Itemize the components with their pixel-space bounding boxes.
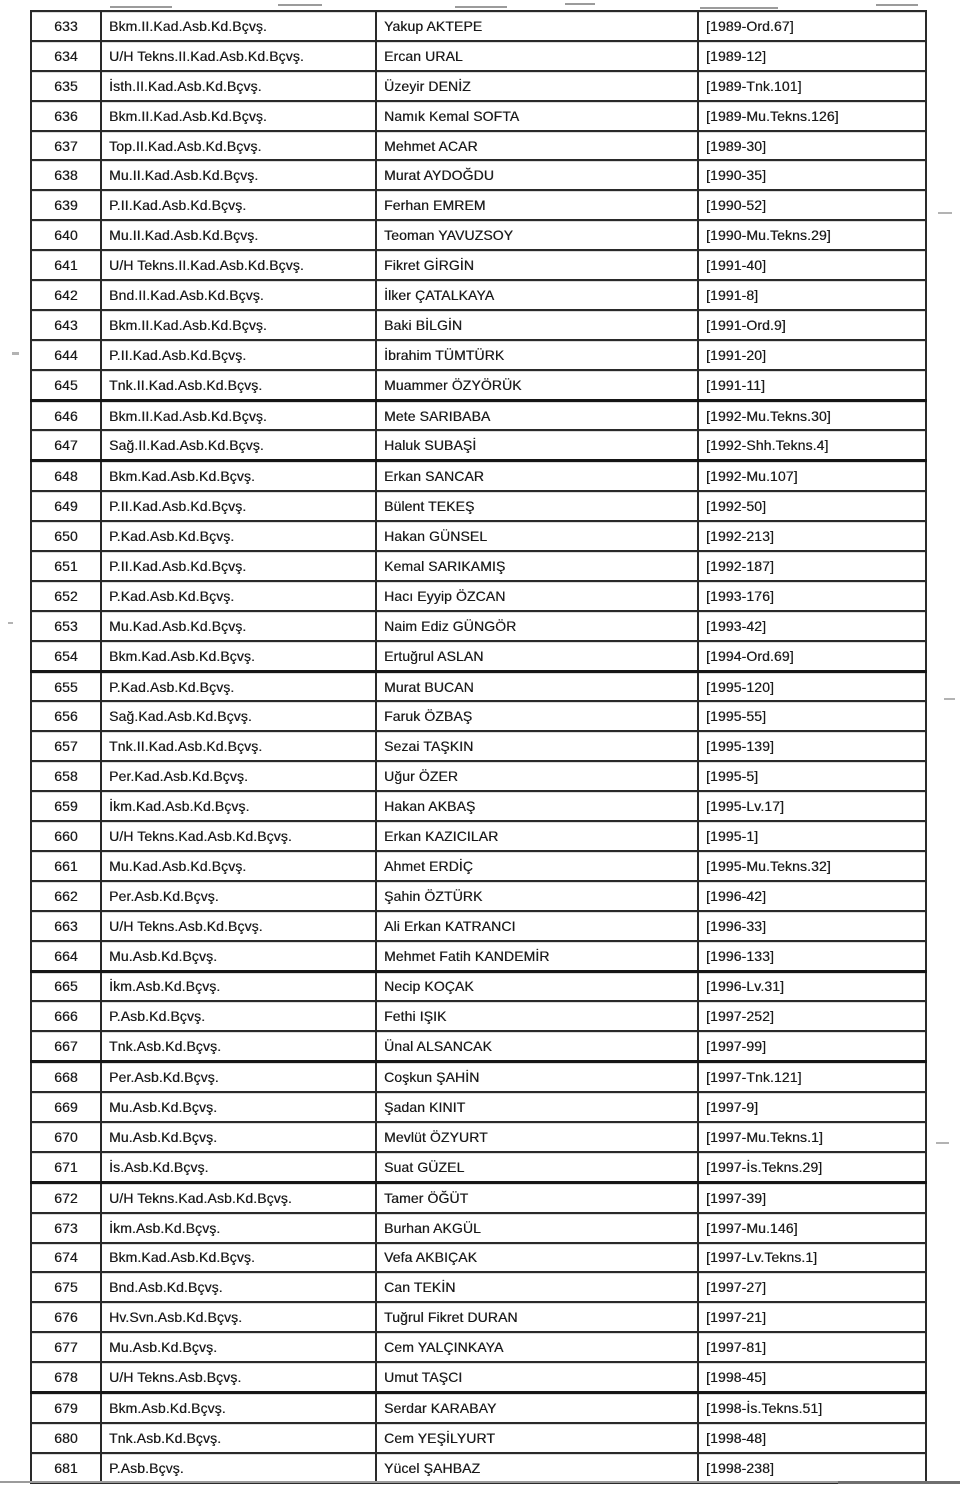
rank-cell: Bkm.II.Kad.Asb.Kd.Bçvş. — [101, 310, 376, 340]
row-number-cell: 654 — [31, 641, 101, 671]
scan-artifact — [876, 4, 918, 6]
year-class-cell: [1992-187] — [698, 551, 926, 581]
rank-cell: Bnd.Asb.Kd.Bçvş. — [101, 1272, 376, 1302]
year-class-cell: [1990-Mu.Tekns.29] — [698, 220, 926, 250]
name-cell: Tamer ÖĞÜT — [376, 1182, 698, 1212]
year-class-cell: [1992-50] — [698, 491, 926, 521]
row-number-cell: 679 — [31, 1392, 101, 1422]
table-row — [31, 701, 926, 731]
row-number-cell: 680 — [31, 1423, 101, 1453]
year-class-cell: [1989-Tnk.101] — [698, 71, 926, 101]
scan-artifact — [455, 6, 507, 8]
rank-cell: Tnk.II.Kad.Asb.Kd.Bçvş. — [101, 731, 376, 761]
row-number-cell: 640 — [31, 220, 101, 250]
row-number-cell: 634 — [31, 41, 101, 71]
row-number-cell: 656 — [31, 701, 101, 731]
rank-cell: Bkm.Kad.Asb.Kd.Bçvş. — [101, 1243, 376, 1273]
name-cell: İlker ÇATALKAYA — [376, 280, 698, 310]
name-cell: Yakup AKTEPE — [376, 11, 698, 41]
rank-cell: Tnk.II.Kad.Asb.Kd.Bçvş. — [101, 370, 376, 400]
row-number-cell: 653 — [31, 611, 101, 641]
rank-cell: U/H Tekns.Asb.Bçvş. — [101, 1362, 376, 1392]
year-class-cell: [1992-Mu.107] — [698, 461, 926, 491]
rank-cell: U/H Tekns.Kad.Asb.Kd.Bçvş. — [101, 1182, 376, 1212]
name-cell: Coşkun ŞAHİN — [376, 1062, 698, 1092]
rank-cell: P.Kad.Asb.Kd.Bçvş. — [101, 521, 376, 551]
row-number-cell: 672 — [31, 1182, 101, 1212]
rank-cell: U/H Tekns.Asb.Kd.Bçvş. — [101, 911, 376, 941]
year-class-cell: [1991-Ord.9] — [698, 310, 926, 340]
personnel-table — [30, 10, 927, 1484]
rank-cell: Bnd.II.Kad.Asb.Kd.Bçvş. — [101, 280, 376, 310]
name-cell: Hacı Eyyip ÖZCAN — [376, 581, 698, 611]
row-number-cell: 651 — [31, 551, 101, 581]
table-row — [31, 851, 926, 881]
name-cell: Şahin ÖZTÜRK — [376, 881, 698, 911]
name-cell: Ertuğrul ASLAN — [376, 641, 698, 671]
name-cell: Mevlüt ÖZYURT — [376, 1122, 698, 1152]
row-number-cell: 659 — [31, 791, 101, 821]
name-cell: Üzeyir DENİZ — [376, 71, 698, 101]
rank-cell: İkm.Kad.Asb.Kd.Bçvş. — [101, 791, 376, 821]
name-cell: Haluk SUBAŞİ — [376, 430, 698, 460]
name-cell: Sezai TAŞKIN — [376, 731, 698, 761]
row-number-cell: 663 — [31, 911, 101, 941]
year-class-cell: [1991-20] — [698, 340, 926, 370]
rank-cell: Per.Asb.Kd.Bçvş. — [101, 881, 376, 911]
row-number-cell: 675 — [31, 1272, 101, 1302]
rank-cell: U/H Tekns.II.Kad.Asb.Kd.Bçvş. — [101, 250, 376, 280]
name-cell: Cem YALÇINKAYA — [376, 1332, 698, 1362]
rank-cell: Per.Kad.Asb.Kd.Bçvş. — [101, 761, 376, 791]
year-class-cell: [1998-45] — [698, 1362, 926, 1392]
table-row — [31, 761, 926, 791]
row-number-cell: 648 — [31, 461, 101, 491]
name-cell: Ünal ALSANCAK — [376, 1031, 698, 1061]
name-cell: Suat GÜZEL — [376, 1152, 698, 1182]
rank-cell: İkm.Asb.Kd.Bçvş. — [101, 1213, 376, 1243]
row-number-cell: 662 — [31, 881, 101, 911]
name-cell: Necip KOÇAK — [376, 971, 698, 1001]
year-class-cell: [1989-30] — [698, 131, 926, 161]
row-number-cell: 669 — [31, 1092, 101, 1122]
name-cell: Ahmet ERDİÇ — [376, 851, 698, 881]
table-row — [31, 1062, 926, 1092]
rank-cell: Bkm.II.Kad.Asb.Kd.Bçvş. — [101, 400, 376, 430]
year-class-cell: [1997-39] — [698, 1182, 926, 1212]
year-class-cell: [1997-Mu.146] — [698, 1213, 926, 1243]
name-cell: Umut TAŞCI — [376, 1362, 698, 1392]
name-cell: Teoman YAVUZSOY — [376, 220, 698, 250]
table-row — [31, 280, 926, 310]
row-number-cell: 668 — [31, 1062, 101, 1092]
rank-cell: İs.Asb.Kd.Bçvş. — [101, 1152, 376, 1182]
table-row — [31, 671, 926, 701]
rank-cell: U/H Tekns.Kad.Asb.Kd.Bçvş. — [101, 821, 376, 851]
year-class-cell: [1989-Ord.67] — [698, 11, 926, 41]
rank-cell: Mu.Asb.Kd.Bçvş. — [101, 1122, 376, 1152]
scan-artifact — [700, 7, 778, 9]
table-row — [31, 461, 926, 491]
table-row — [31, 1392, 926, 1422]
row-number-cell: 655 — [31, 671, 101, 701]
table-row — [31, 941, 926, 971]
name-cell: Erkan KAZICILAR — [376, 821, 698, 851]
name-cell: Kemal SARIKAMIŞ — [376, 551, 698, 581]
row-number-cell: 658 — [31, 761, 101, 791]
year-class-cell: [1994-Ord.69] — [698, 641, 926, 671]
year-class-cell: [1997-9] — [698, 1092, 926, 1122]
rank-cell: P.Asb.Kd.Bçvş. — [101, 1001, 376, 1031]
name-cell: Vefa AKBIÇAK — [376, 1243, 698, 1273]
table-row — [31, 1302, 926, 1332]
rank-cell: Sağ.Kad.Asb.Kd.Bçvş. — [101, 701, 376, 731]
row-number-cell: 644 — [31, 340, 101, 370]
year-class-cell: [1992-Mu.Tekns.30] — [698, 400, 926, 430]
row-number-cell: 676 — [31, 1302, 101, 1332]
rank-cell: Mu.Asb.Kd.Bçvş. — [101, 941, 376, 971]
row-number-cell: 637 — [31, 131, 101, 161]
table-row — [31, 641, 926, 671]
year-class-cell: [1997-Mu.Tekns.1] — [698, 1122, 926, 1152]
year-class-cell: [1991-11] — [698, 370, 926, 400]
table-row — [31, 1182, 926, 1212]
table-row — [31, 1152, 926, 1182]
year-class-cell: [1998-48] — [698, 1423, 926, 1453]
table-row — [31, 1213, 926, 1243]
year-class-cell: [1996-42] — [698, 881, 926, 911]
rank-cell: Sağ.II.Kad.Asb.Kd.Bçvş. — [101, 430, 376, 460]
year-class-cell: [1995-5] — [698, 761, 926, 791]
rank-cell: İkm.Asb.Kd.Bçvş. — [101, 971, 376, 1001]
rank-cell: Tnk.Asb.Kd.Bçvş. — [101, 1031, 376, 1061]
personnel-table-body — [31, 11, 926, 1483]
name-cell: Ali Erkan KATRANCI — [376, 911, 698, 941]
name-cell: Mete SARIBABA — [376, 400, 698, 430]
rank-cell: P.II.Kad.Asb.Kd.Bçvş. — [101, 491, 376, 521]
year-class-cell: [1992-213] — [698, 521, 926, 551]
table-row — [31, 41, 926, 71]
table-row — [31, 1243, 926, 1273]
year-class-cell: [1997-81] — [698, 1332, 926, 1362]
year-class-cell: [1993-42] — [698, 611, 926, 641]
year-class-cell: [1997-Tnk.121] — [698, 1062, 926, 1092]
name-cell: Murat AYDOĞDU — [376, 160, 698, 190]
table-row — [31, 611, 926, 641]
name-cell: Baki BİLGİN — [376, 310, 698, 340]
year-class-cell: [1998-238] — [698, 1453, 926, 1483]
table-row — [31, 581, 926, 611]
name-cell: Burhan AKGÜL — [376, 1213, 698, 1243]
row-number-cell: 677 — [31, 1332, 101, 1362]
name-cell: Mehmet ACAR — [376, 131, 698, 161]
name-cell: Mehmet Fatih KANDEMİR — [376, 941, 698, 971]
row-number-cell: 647 — [31, 430, 101, 460]
rank-cell: Mu.II.Kad.Asb.Kd.Bçvş. — [101, 220, 376, 250]
year-class-cell: [1995-139] — [698, 731, 926, 761]
scan-artifact — [565, 3, 595, 5]
scan-artifact — [8, 622, 13, 624]
name-cell: Muammer ÖZYÖRÜK — [376, 370, 698, 400]
table-row — [31, 71, 926, 101]
rank-cell: Bkm.Kad.Asb.Kd.Bçvş. — [101, 461, 376, 491]
scan-artifact-bottom-line — [0, 1481, 960, 1483]
table-row — [31, 310, 926, 340]
table-row — [31, 101, 926, 131]
row-number-cell: 652 — [31, 581, 101, 611]
year-class-cell: [1997-21] — [698, 1302, 926, 1332]
rank-cell: Bkm.II.Kad.Asb.Kd.Bçvş. — [101, 101, 376, 131]
rank-cell: U/H Tekns.II.Kad.Asb.Kd.Bçvş. — [101, 41, 376, 71]
table-row — [31, 551, 926, 581]
row-number-cell: 639 — [31, 190, 101, 220]
table-row — [31, 220, 926, 250]
name-cell: İbrahim TÜMTÜRK — [376, 340, 698, 370]
table-row — [31, 881, 926, 911]
table-row — [31, 731, 926, 761]
year-class-cell: [1996-Lv.31] — [698, 971, 926, 1001]
year-class-cell: [1996-133] — [698, 941, 926, 971]
table-row — [31, 250, 926, 280]
name-cell: Erkan SANCAR — [376, 461, 698, 491]
year-class-cell: [1997-252] — [698, 1001, 926, 1031]
table-row — [31, 1092, 926, 1122]
row-number-cell: 642 — [31, 280, 101, 310]
table-row — [31, 340, 926, 370]
name-cell: Serdar KARABAY — [376, 1392, 698, 1422]
table-row — [31, 521, 926, 551]
row-number-cell: 674 — [31, 1243, 101, 1273]
scan-artifact-bottom-line-dark-segment — [838, 1481, 960, 1484]
rank-cell: İsth.II.Kad.Asb.Kd.Bçvş. — [101, 71, 376, 101]
year-class-cell: [1997-İs.Tekns.29] — [698, 1152, 926, 1182]
year-class-cell: [1997-Lv.Tekns.1] — [698, 1243, 926, 1273]
rank-cell: Bkm.Asb.Kd.Bçvş. — [101, 1392, 376, 1422]
year-class-cell: [1995-1] — [698, 821, 926, 851]
row-number-cell: 649 — [31, 491, 101, 521]
scan-artifact — [938, 212, 952, 214]
name-cell: Cem YEŞİLYURT — [376, 1423, 698, 1453]
row-number-cell: 636 — [31, 101, 101, 131]
name-cell: Yücel ŞAHBAZ — [376, 1453, 698, 1483]
row-number-cell: 678 — [31, 1362, 101, 1392]
table-row — [31, 1122, 926, 1152]
name-cell: Can TEKİN — [376, 1272, 698, 1302]
table-row — [31, 821, 926, 851]
row-number-cell: 664 — [31, 941, 101, 971]
rank-cell: Hv.Svn.Asb.Kd.Bçvş. — [101, 1302, 376, 1332]
table-row — [31, 370, 926, 400]
name-cell: Hakan AKBAŞ — [376, 791, 698, 821]
table-row — [31, 11, 926, 41]
row-number-cell: 646 — [31, 400, 101, 430]
year-class-cell: [1997-27] — [698, 1272, 926, 1302]
year-class-cell: [1993-176] — [698, 581, 926, 611]
name-cell: Murat BUCAN — [376, 671, 698, 701]
row-number-cell: 666 — [31, 1001, 101, 1031]
scan-artifact — [944, 698, 955, 700]
name-cell: Hakan GÜNSEL — [376, 521, 698, 551]
row-number-cell: 638 — [31, 160, 101, 190]
table-row — [31, 1001, 926, 1031]
year-class-cell: [1990-35] — [698, 160, 926, 190]
year-class-cell: [1997-99] — [698, 1031, 926, 1061]
year-class-cell: [1989-Mu.Tekns.126] — [698, 101, 926, 131]
row-number-cell: 657 — [31, 731, 101, 761]
rank-cell: Mu.II.Kad.Asb.Kd.Bçvş. — [101, 160, 376, 190]
rank-cell: Mu.Kad.Asb.Kd.Bçvş. — [101, 851, 376, 881]
name-cell: Naim Ediz GÜNGÖR — [376, 611, 698, 641]
rank-cell: P.II.Kad.Asb.Kd.Bçvş. — [101, 551, 376, 581]
rank-cell: P.II.Kad.Asb.Kd.Bçvş. — [101, 190, 376, 220]
year-class-cell: [1995-55] — [698, 701, 926, 731]
scan-artifact — [936, 1142, 949, 1144]
name-cell: Fikret GİRGİN — [376, 250, 698, 280]
rank-cell: Mu.Kad.Asb.Kd.Bçvş. — [101, 611, 376, 641]
table-row — [31, 1362, 926, 1392]
rank-cell: Mu.Asb.Kd.Bçvş. — [101, 1332, 376, 1362]
scan-artifact — [110, 6, 172, 8]
year-class-cell: [1996-33] — [698, 911, 926, 941]
row-number-cell: 645 — [31, 370, 101, 400]
rank-cell: Mu.Asb.Kd.Bçvş. — [101, 1092, 376, 1122]
rank-cell: Tnk.Asb.Kd.Bçvş. — [101, 1423, 376, 1453]
scan-artifact — [278, 4, 322, 6]
row-number-cell: 681 — [31, 1453, 101, 1483]
name-cell: Tuğrul Fikret DURAN — [376, 1302, 698, 1332]
table-row — [31, 400, 926, 430]
year-class-cell: [1995-Lv.17] — [698, 791, 926, 821]
year-class-cell: [1995-Mu.Tekns.32] — [698, 851, 926, 881]
table-row — [31, 430, 926, 460]
row-number-cell: 667 — [31, 1031, 101, 1061]
name-cell: Ferhan EMREM — [376, 190, 698, 220]
row-number-cell: 643 — [31, 310, 101, 340]
table-row — [31, 1332, 926, 1362]
name-cell: Faruk ÖZBAŞ — [376, 701, 698, 731]
table-row — [31, 1031, 926, 1061]
scan-artifact — [12, 352, 19, 355]
row-number-cell: 633 — [31, 11, 101, 41]
rank-cell: Top.II.Kad.Asb.Kd.Bçvş. — [101, 131, 376, 161]
table-row — [31, 160, 926, 190]
row-number-cell: 670 — [31, 1122, 101, 1152]
row-number-cell: 641 — [31, 250, 101, 280]
year-class-cell: [1990-52] — [698, 190, 926, 220]
name-cell: Bülent TEKEŞ — [376, 491, 698, 521]
year-class-cell: [1991-8] — [698, 280, 926, 310]
table-row — [31, 1453, 926, 1483]
year-class-cell: [1998-İs.Tekns.51] — [698, 1392, 926, 1422]
rank-cell: P.II.Kad.Asb.Kd.Bçvş. — [101, 340, 376, 370]
table-row — [31, 971, 926, 1001]
table-row — [31, 1272, 926, 1302]
row-number-cell: 635 — [31, 71, 101, 101]
name-cell: Namık Kemal SOFTA — [376, 101, 698, 131]
row-number-cell: 665 — [31, 971, 101, 1001]
rank-cell: P.Kad.Asb.Kd.Bçvş. — [101, 671, 376, 701]
table-row — [31, 791, 926, 821]
name-cell: Uğur ÖZER — [376, 761, 698, 791]
rank-cell: Bkm.II.Kad.Asb.Kd.Bçvş. — [101, 11, 376, 41]
table-row — [31, 131, 926, 161]
rank-cell: Per.Asb.Kd.Bçvş. — [101, 1062, 376, 1092]
row-number-cell: 661 — [31, 851, 101, 881]
row-number-cell: 673 — [31, 1213, 101, 1243]
name-cell: Fethi IŞIK — [376, 1001, 698, 1031]
year-class-cell: [1991-40] — [698, 250, 926, 280]
rank-cell: P.Asb.Bçvş. — [101, 1453, 376, 1483]
table-row — [31, 1423, 926, 1453]
year-class-cell: [1995-120] — [698, 671, 926, 701]
table-row — [31, 911, 926, 941]
rank-cell: P.Kad.Asb.Kd.Bçvş. — [101, 581, 376, 611]
row-number-cell: 660 — [31, 821, 101, 851]
table-row — [31, 491, 926, 521]
year-class-cell: [1992-Shh.Tekns.4] — [698, 430, 926, 460]
year-class-cell: [1989-12] — [698, 41, 926, 71]
name-cell: Ercan URAL — [376, 41, 698, 71]
rank-cell: Bkm.Kad.Asb.Kd.Bçvş. — [101, 641, 376, 671]
row-number-cell: 650 — [31, 521, 101, 551]
name-cell: Şadan KINIT — [376, 1092, 698, 1122]
row-number-cell: 671 — [31, 1152, 101, 1182]
table-row — [31, 190, 926, 220]
